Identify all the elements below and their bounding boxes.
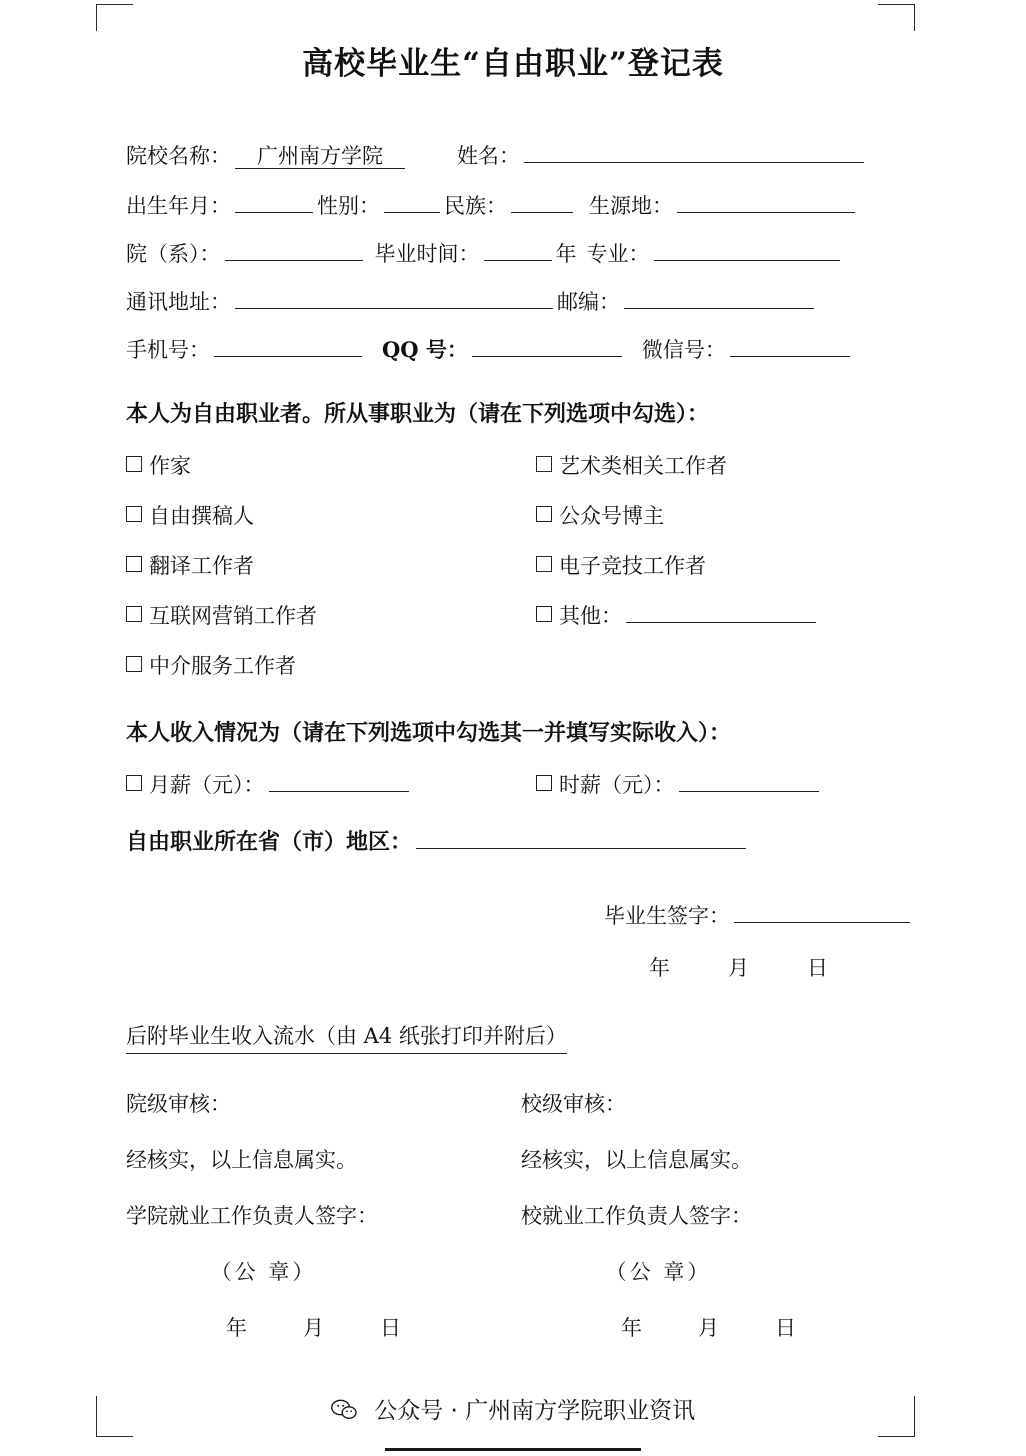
option-label: 其他： (559, 604, 622, 628)
phone-input[interactable] (214, 334, 362, 357)
page-title: 高校毕业生“自由职业”登记表 (302, 46, 724, 82)
department-input[interactable] (225, 238, 363, 261)
signature-day: 日 (807, 956, 828, 980)
checkbox-option-other[interactable] (536, 600, 820, 630)
footer-underline (385, 1448, 641, 1451)
checkbox-icon[interactable] (536, 556, 552, 572)
name-input[interactable] (524, 140, 864, 163)
year-unit: 年 (555, 242, 577, 266)
income-heading: 本人收入情况为（请在下列选项中勾选其一并填写实际收入）： (126, 720, 732, 746)
signature-month: 月 (728, 956, 749, 980)
checkbox-icon[interactable] (126, 556, 142, 572)
qq-label: QQ 号： (382, 337, 468, 362)
major-input[interactable] (654, 238, 840, 261)
form-row-phone-qq-wechat (126, 334, 916, 361)
checkbox-icon[interactable] (126, 656, 142, 672)
province-label: 自由职业所在省（市）地区： (126, 829, 413, 855)
address-input[interactable] (235, 286, 553, 309)
audit-section (126, 1088, 916, 1368)
wechat-label: 微信号： (641, 338, 726, 362)
wechat-input[interactable] (730, 334, 850, 357)
graduate-signature-row (126, 900, 916, 930)
audit-college (126, 1088, 521, 1368)
name-label: 姓名： (457, 144, 520, 168)
graduate-signature-input[interactable] (734, 900, 910, 923)
audit-college-title: 院级审核： (126, 1092, 231, 1116)
form-row-address-postcode (126, 286, 916, 313)
audit-school-seal: （公 章） (605, 1260, 712, 1284)
checkbox-option-internet-marketing[interactable] (126, 600, 536, 630)
phone-label: 手机号： (126, 338, 210, 362)
occupation-row-5 (126, 650, 916, 680)
occupation-options (126, 450, 916, 680)
audit-year: 年 (226, 1316, 247, 1340)
audit-college-date (126, 1312, 521, 1342)
ethnic-input[interactable] (511, 190, 573, 213)
option-label: 互联网营销工作者 (149, 604, 317, 628)
checkbox-option-translator[interactable] (126, 550, 536, 580)
checkbox-option-freelance-writer[interactable] (126, 500, 536, 530)
option-label: 艺术类相关工作者 (559, 454, 727, 478)
origin-label: 生源地： (589, 194, 673, 218)
wechat-icon (331, 1399, 357, 1421)
other-occupation-input[interactable] (626, 600, 816, 623)
audit-year: 年 (621, 1316, 642, 1340)
checkbox-option-artist[interactable] (536, 450, 727, 480)
crop-mark-top-left (96, 4, 133, 31)
option-label: 公众号博主 (559, 504, 664, 528)
department-label: 院（系）： (126, 242, 221, 266)
checkbox-icon[interactable] (536, 456, 552, 472)
audit-college-signer: 学院就业工作负责人签字： (126, 1204, 378, 1228)
checkbox-option-hourly-salary[interactable] (536, 769, 823, 799)
birth-label: 出生年月： (126, 194, 231, 218)
birth-input[interactable] (235, 190, 313, 213)
audit-month: 月 (303, 1316, 324, 1340)
graduation-input[interactable] (484, 238, 552, 261)
audit-school (521, 1088, 916, 1368)
gender-label: 性别： (317, 194, 380, 218)
postcode-label: 邮编： (557, 290, 620, 314)
checkbox-icon[interactable] (536, 606, 552, 622)
origin-input[interactable] (677, 190, 855, 213)
footer-text: 公众号 · 广州南方学院职业资讯 (374, 1398, 696, 1424)
audit-day: 日 (775, 1316, 796, 1340)
checkbox-icon[interactable] (126, 606, 142, 622)
ethnic-label: 民族： (444, 194, 507, 218)
monthly-salary-label: 月薪（元）： (149, 773, 265, 797)
form-row-department-graduation-major (126, 238, 916, 265)
checkbox-option-agency-service[interactable] (126, 650, 536, 680)
audit-day: 日 (380, 1316, 401, 1340)
audit-school-date (521, 1312, 916, 1342)
address-label: 通讯地址： (126, 290, 231, 314)
province-row (126, 825, 916, 856)
monthly-salary-input[interactable] (269, 769, 409, 792)
province-input[interactable] (416, 826, 746, 849)
school-value[interactable]: 广州南方学院 (235, 146, 405, 169)
checkbox-option-monthly-salary[interactable] (126, 769, 536, 799)
checkbox-icon[interactable] (536, 506, 552, 522)
audit-college-seal: （公 章） (210, 1260, 317, 1284)
footer-watermark (0, 1392, 1026, 1425)
audit-school-statement: 经核实，以上信息属实。 (521, 1148, 752, 1172)
occupation-row-4 (126, 600, 916, 630)
occupation-row-3 (126, 550, 916, 580)
occupation-row-2 (126, 500, 916, 530)
graduate-signature-label: 毕业生签字： (604, 904, 730, 928)
school-label: 院校名称： (126, 144, 231, 168)
occupation-row-1 (126, 450, 916, 480)
occupation-heading: 本人为自由职业者。所从事职业为（请在下列选项中勾选）： (126, 401, 710, 427)
graduate-signature-date (126, 952, 916, 982)
form-row-birth-gender-ethnic-origin (126, 190, 916, 217)
attachment-note: 后附毕业生收入流水（由 A4 纸张打印并附后） (126, 1020, 567, 1054)
checkbox-icon[interactable] (126, 456, 142, 472)
signature-year: 年 (649, 956, 670, 980)
checkbox-option-esports[interactable] (536, 550, 706, 580)
option-label: 电子竞技工作者 (559, 554, 706, 578)
form-row-school-name (126, 140, 916, 169)
option-label: 中介服务工作者 (149, 654, 296, 678)
form-body (126, 140, 916, 1368)
hourly-salary-label: 时薪（元）： (559, 773, 675, 797)
checkbox-option-writer[interactable] (126, 450, 536, 480)
graduation-label: 毕业时间： (374, 242, 480, 266)
major-label: 专业： (586, 242, 650, 266)
gender-input[interactable] (384, 190, 440, 213)
crop-mark-top-right (878, 4, 915, 31)
option-label: 作家 (149, 454, 191, 478)
audit-college-statement: 经核实，以上信息属实。 (126, 1148, 357, 1172)
qq-input[interactable] (472, 334, 622, 357)
audit-month: 月 (698, 1316, 719, 1340)
income-options (126, 769, 916, 799)
checkbox-option-blogger[interactable] (536, 500, 664, 530)
option-label: 翻译工作者 (149, 554, 254, 578)
hourly-salary-input[interactable] (679, 769, 819, 792)
checkbox-icon[interactable] (126, 506, 142, 522)
option-label: 自由撰稿人 (149, 504, 254, 528)
checkbox-icon[interactable] (126, 775, 142, 791)
checkbox-icon[interactable] (536, 775, 552, 791)
audit-school-signer: 校就业工作负责人签字： (521, 1204, 752, 1228)
audit-school-title: 校级审核： (521, 1092, 626, 1116)
postcode-input[interactable] (624, 286, 814, 309)
